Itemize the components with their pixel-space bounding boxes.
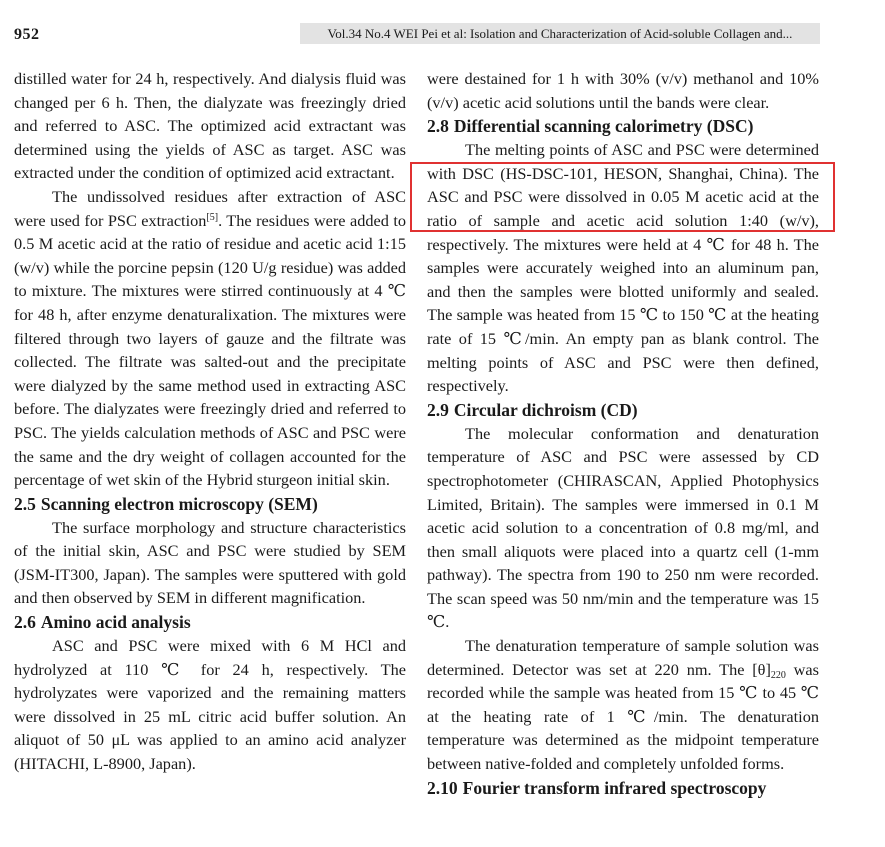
section-heading-2-9 <box>427 398 819 422</box>
section-title: Fourier transform infrared spectroscopy <box>462 777 767 798</box>
section-number: 2.10 <box>427 777 458 798</box>
psc-text-before-ref: The undissolved residues after extraction of ASC were used for PSC extraction <box>14 186 406 230</box>
section-number: 2.6 <box>14 612 36 633</box>
section-title: Scanning electron microscopy (SEM) <box>40 493 318 514</box>
paragraph-amino-acid: ASC and PSC were mixed with 6 M HCl and hydrolyzed at 110 ℃ for 24 h, respectively. The hydrolyzates were vaporized and the remaining matters were dissolved in 25 mL citric acid buffer solution. An aliquot of 50 μL was applied to an amino acid analyzer (HITACHI, L-8900, Japan). <box>14 636 406 774</box>
paragraph-destain: were destained for 1 h with 30% (v/v) methanol and 10% (v/v) acetic acid solutions until the bands were clear. <box>427 69 819 112</box>
psc-text-after-ref: . The residues were added to 0.5 M acetic acid at the ratio of residue and acetic acid 1:15 (w/v) while the porcine pepsin (120 U/g residue) was added to mixture. The mixtures were stirred continuously at 4 ℃ for 48 h, after enzyme denaturalixation. The mixtures were filtered through two layers of gauze and the filtrate was collected. The filtrate was salted-out and the precipitate were dialyzed by the same method used in extracting ASC before. The dialyzates were freezingly dried and referred to PSC. The yields calculation methods of ASC and PSC were the same and the dry weight of collagen accounted for the percentage of wet skin of the Hybrid sturgeon initial skin. <box>14 210 406 490</box>
paragraph-dsc: The melting points of ASC and PSC were determined with DSC (HS-DSC-101, HESON, Shanghai, China). The ASC and PSC were dissolved in 0.05 M acetic acid at the ratio of sample and acetic acid solution 1:40 (w/v), respectively. The mixtures were held at 4 ℃ for 48 h. The samples were accurately weighed into an aluminum pan, and then the samples were blotted uniformly and sealed. The sample was heated from 15 ℃ to 150 ℃ at the heating rate of 15 ℃/min. An empty pan as blank control. The melting points of ASC and PSC were then defined, respectively. <box>427 140 819 396</box>
paragraph-sem: The surface morphology and structure characteristics of the initial skin, ASC and PSC were studied by SEM (JSM-IT300, Japan). The samples were sputtered with gold and then observed by SEM in different magnification. <box>14 517 406 608</box>
page-number: 952 <box>14 26 40 43</box>
running-head: Vol.34 No.4 WEI Pei et al: Isolation and Characterization of Acid-soluble Collagen and... <box>300 23 820 44</box>
section-heading-2-6 <box>14 610 406 634</box>
section-title: Differential scanning calorimetry (DSC) <box>453 116 754 137</box>
section-title: Amino acid analysis <box>40 612 191 633</box>
paragraph-cd-conformation: The molecular conformation and denaturation temperature of ASC and PSC were assessed by CD spectrophotometer (CHIRASCAN, Applied Photophysics Limited, Britain). The samples were immersed in 0.1 M acetic acid solution to a concentration of 0.8 mg/ml, and then small aliquots were placed into a quartz cell (1-mm pathway). The spectra from 190 to 250 nm were recorded. The scan speed was 50 nm/min and the temperature was 15 ℃. <box>427 423 819 632</box>
paragraph-asc-extraction: distilled water for 24 h, respectively. And dialysis fluid was changed per 6 h. Then, the dialyzate was freezingly dried and referred to ASC. The optimized acid extractant was determined using the yields of ASC as target. ASC was extracted under the condition of optimized acid extractant. <box>14 69 406 183</box>
page-header <box>14 20 820 44</box>
section-number: 2.8 <box>427 116 449 137</box>
citation-ref[interactable]: [5] <box>206 211 219 223</box>
cd-text-a: The denaturation temperature of sample solution was determined. Detector was set at 220 nm. The [θ] <box>427 636 819 679</box>
cd-text-b: was recorded while the sample was heated from 15 ℃ to 45 ℃ at the heating rate of 1 ℃/min. The denaturation temperature was determined as the midpoint temperature between native-folded and completely unfolded forms. <box>427 659 819 774</box>
paragraph-psc-extraction <box>14 185 406 492</box>
section-title: Circular dichroism (CD) <box>453 399 638 420</box>
paragraph-cd-denaturation <box>427 634 819 776</box>
section-heading-2-5 <box>14 492 406 516</box>
theta-subscript: 220 <box>770 669 786 681</box>
section-number: 2.5 <box>14 493 36 514</box>
left-column <box>14 67 406 776</box>
section-heading-2-8 <box>427 114 819 138</box>
section-number: 2.9 <box>427 399 449 420</box>
highlight-box <box>410 162 835 232</box>
section-heading-2-10 <box>427 776 819 800</box>
